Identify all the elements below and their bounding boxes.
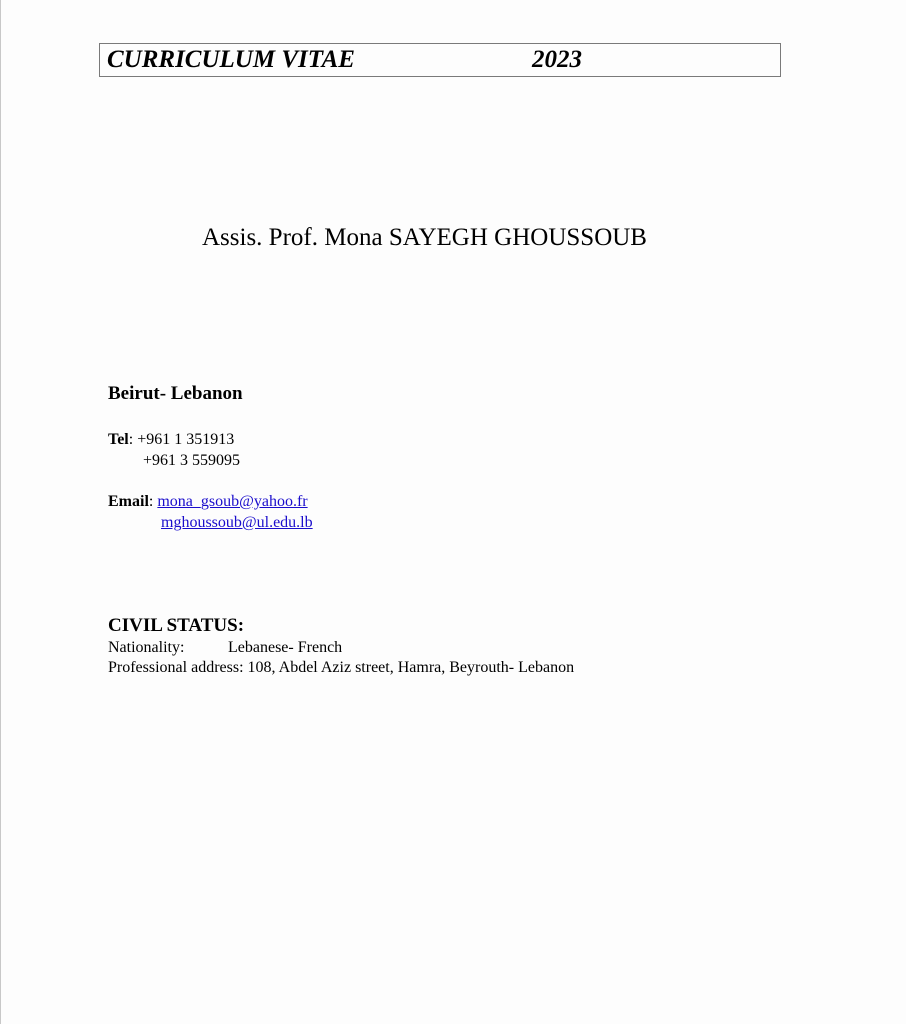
- cv-year: 2023: [532, 46, 582, 73]
- email-colon: :: [148, 493, 158, 510]
- civil-status-heading: CIVIL STATUS:: [108, 615, 245, 636]
- nationality-value: Lebanese- French: [228, 639, 343, 656]
- nationality-value-line: [228, 638, 342, 658]
- cv-header-box: [99, 43, 781, 77]
- email-label: Email: [108, 493, 149, 510]
- tel-line-1: [108, 430, 234, 450]
- email-link-1[interactable]: mona_gsoub@yahoo.fr: [157, 493, 308, 510]
- tel-line-2: [143, 451, 240, 471]
- location-heading: Beirut- Lebanon: [108, 383, 243, 404]
- tel-number-2: +961 3 559095: [143, 452, 241, 469]
- tel-colon: :: [128, 431, 138, 448]
- address-label: Professional address:: [108, 659, 244, 676]
- tel-label: Tel: [108, 431, 129, 448]
- page-edge-divider: [0, 0, 1, 1024]
- tel-number-1: +961 1 351913: [137, 431, 235, 448]
- address-line: [108, 658, 574, 678]
- email-link-2[interactable]: mghoussoub@ul.edu.lb: [161, 514, 313, 531]
- person-name: Assis. Prof. Mona SAYEGH GHOUSSOUB: [202, 224, 647, 251]
- cv-title: CURRICULUM VITAE: [107, 46, 355, 73]
- email-line-1: [108, 492, 308, 512]
- address-value: 108, Abdel Aziz street, Hamra, Beyrouth- Lebanon: [247, 659, 575, 676]
- email-line-2: [161, 513, 313, 533]
- nationality-label: Nationality:: [108, 639, 185, 656]
